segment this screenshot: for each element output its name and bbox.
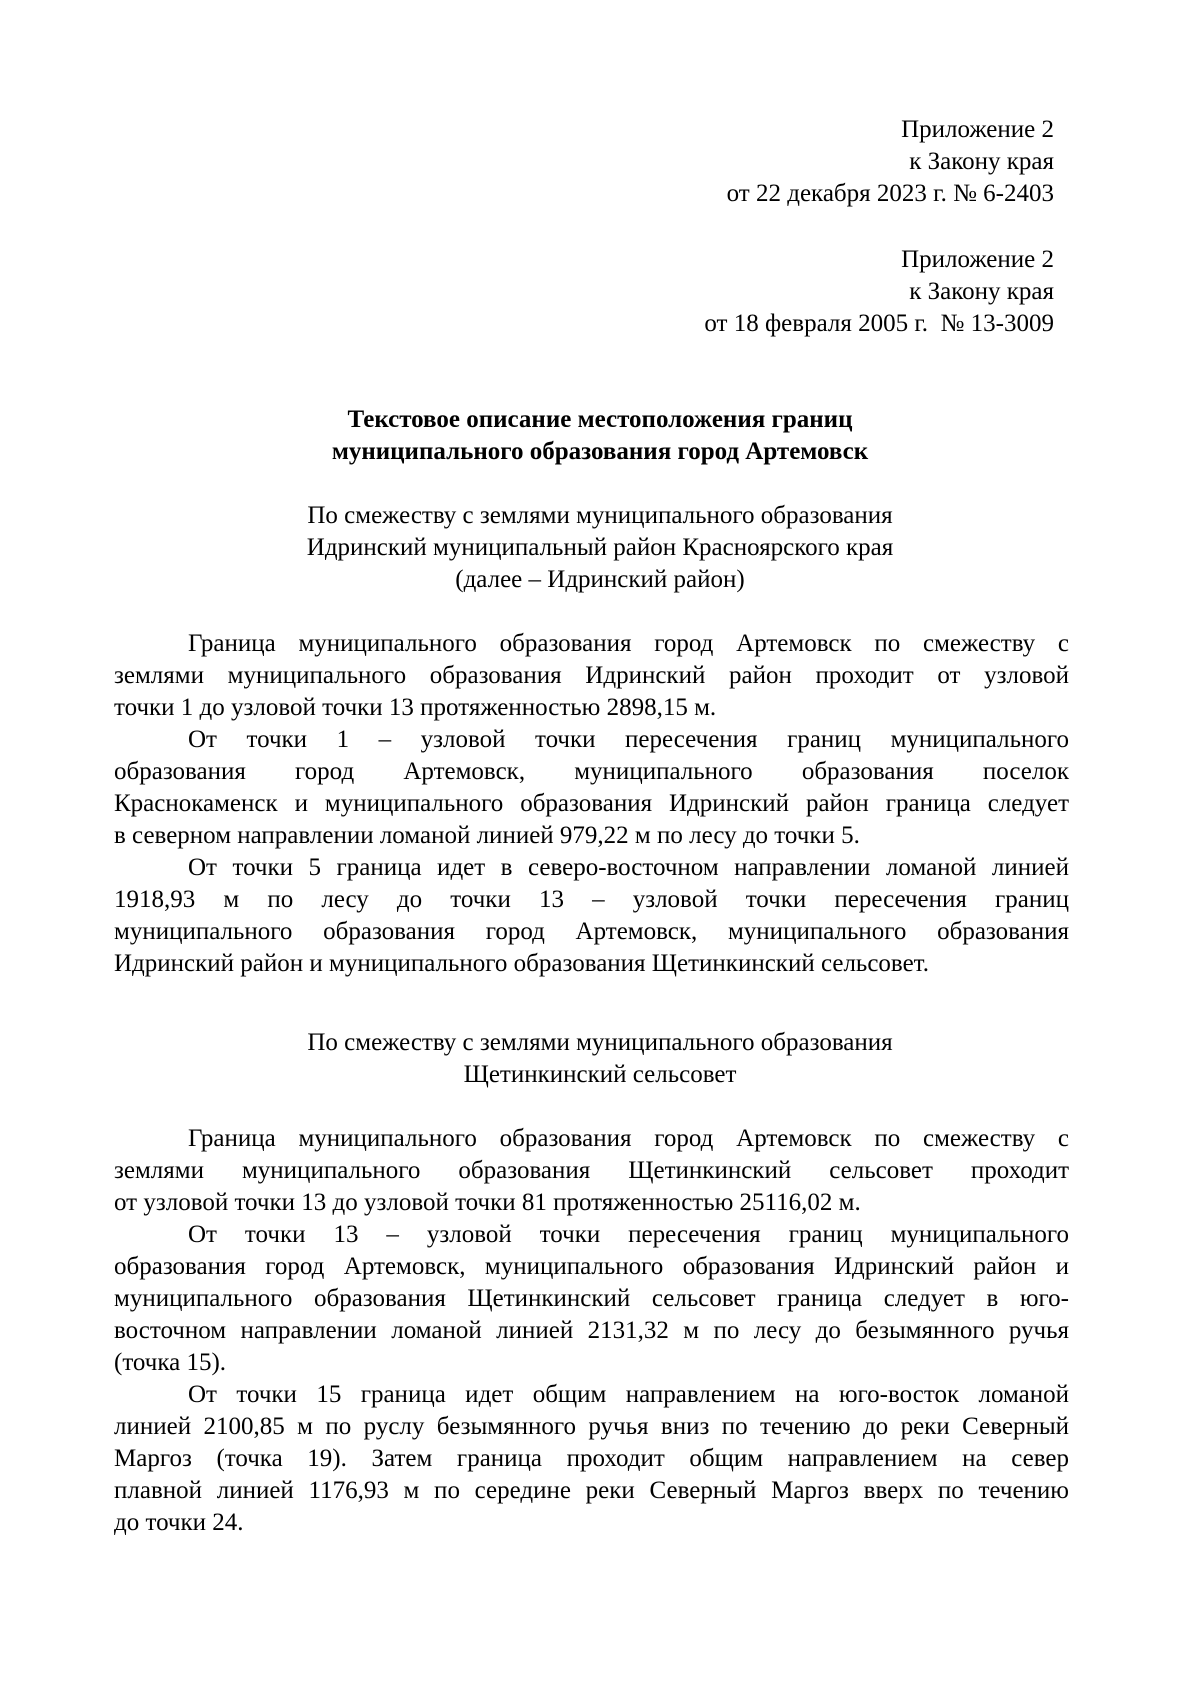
section1-paragraph (114, 628, 1069, 724)
text-line: (точка 15). (114, 1349, 227, 1376)
section1-body (114, 628, 1069, 980)
text-line: Идринский район и муниципального образования Щетинкинский сельсовет. (114, 950, 929, 977)
appendix-original-line2: к Закону края (909, 278, 1054, 305)
appendix-current-line1: Приложение 2 (901, 116, 1054, 143)
text-line: муниципального образования Щетинкинский сельсовет граница следует в юго- (114, 1285, 1069, 1312)
text-line: от узловой точки 13 до узловой точки 81 протяженностью 25116,02 м. (114, 1189, 861, 1216)
text-line: 1918,93 м по лесу до точки 13 – узловой точки пересечения границ (114, 886, 1069, 913)
section1-paragraph (114, 852, 1069, 980)
section2-paragraph (114, 1219, 1069, 1379)
text-line: От точки 1 – узловой точки пересечения границ муниципального (188, 726, 1069, 753)
text-line: до точки 24. (114, 1509, 244, 1536)
appendix-original-line3: от 18 февраля 2005 г. № 13-3009 (704, 310, 1054, 337)
section1-paragraph (114, 724, 1069, 852)
appendix-current-reference (727, 114, 1054, 210)
section2-heading-line1: По смежеству с землями муниципального образования (307, 1029, 893, 1056)
document-title (0, 404, 1200, 468)
appendix-current-line3: от 22 декабря 2023 г. № 6-2403 (726, 180, 1054, 207)
text-line: Граница муниципального образования город Артемовск по смежеству с (188, 630, 1069, 657)
text-line: землями муниципального образования Идринский район проходит от узловой (114, 662, 1069, 689)
text-line: От точки 5 граница идет в северо-восточном направлении ломаной линией (188, 854, 1069, 881)
text-line: восточном направлении ломаной линией 2131,32 м по лесу до безымянного ручья (114, 1317, 1069, 1344)
text-line: образования город Артемовск, муниципального образования Идринский район и (114, 1253, 1069, 1280)
text-line: муниципального образования город Артемовск, муниципального образования (114, 918, 1069, 945)
section2-heading-line2: Щетинкинский сельсовет (463, 1061, 737, 1088)
text-line: точки 1 до узловой точки 13 протяженностью 2898,15 м. (114, 694, 717, 721)
appendix-current-line2: к Закону края (909, 148, 1054, 175)
text-line: плавной линией 1176,93 м по середине реки Северный Маргоз вверх по течению (114, 1477, 1069, 1504)
text-line: линией 2100,85 м по руслу безымянного ручья вниз по течению до реки Северный (114, 1413, 1069, 1440)
text-line: землями муниципального образования Щетинкинский сельсовет проходит (114, 1157, 1069, 1184)
text-line: От точки 15 граница идет общим направлением на юго-восток ломаной (188, 1381, 1069, 1408)
document-title-line2: муниципального образования город Артемовск (331, 438, 869, 465)
section1-heading-line3: (далее – Идринский район) (455, 566, 745, 593)
text-line: Краснокаменск и муниципального образования Идринский район граница следует (114, 790, 1069, 817)
text-line: От точки 13 – узловой точки пересечения границ муниципального (188, 1221, 1069, 1248)
appendix-original-line1: Приложение 2 (901, 246, 1054, 273)
document-title-line1: Текстовое описание местоположения границ (347, 406, 853, 433)
text-line: в северном направлении ломаной линией 979,22 м по лесу до точки 5. (114, 822, 860, 849)
text-line: Маргоз (точка 19). Затем граница проходит общим направлением на север (114, 1445, 1069, 1472)
section1-heading (0, 500, 1200, 596)
text-line: Граница муниципального образования город Артемовск по смежеству с (188, 1125, 1069, 1152)
section2-body (114, 1123, 1069, 1539)
section2-heading (0, 1027, 1200, 1091)
section1-heading-line2: Идринский муниципальный район Красноярского края (306, 534, 894, 561)
section2-paragraph (114, 1379, 1069, 1539)
section1-heading-line1: По смежеству с землями муниципального образования (307, 502, 893, 529)
section2-paragraph (114, 1123, 1069, 1219)
text-line: образования город Артемовск, муниципального образования поселок (114, 758, 1069, 785)
appendix-original-reference (704, 244, 1054, 340)
